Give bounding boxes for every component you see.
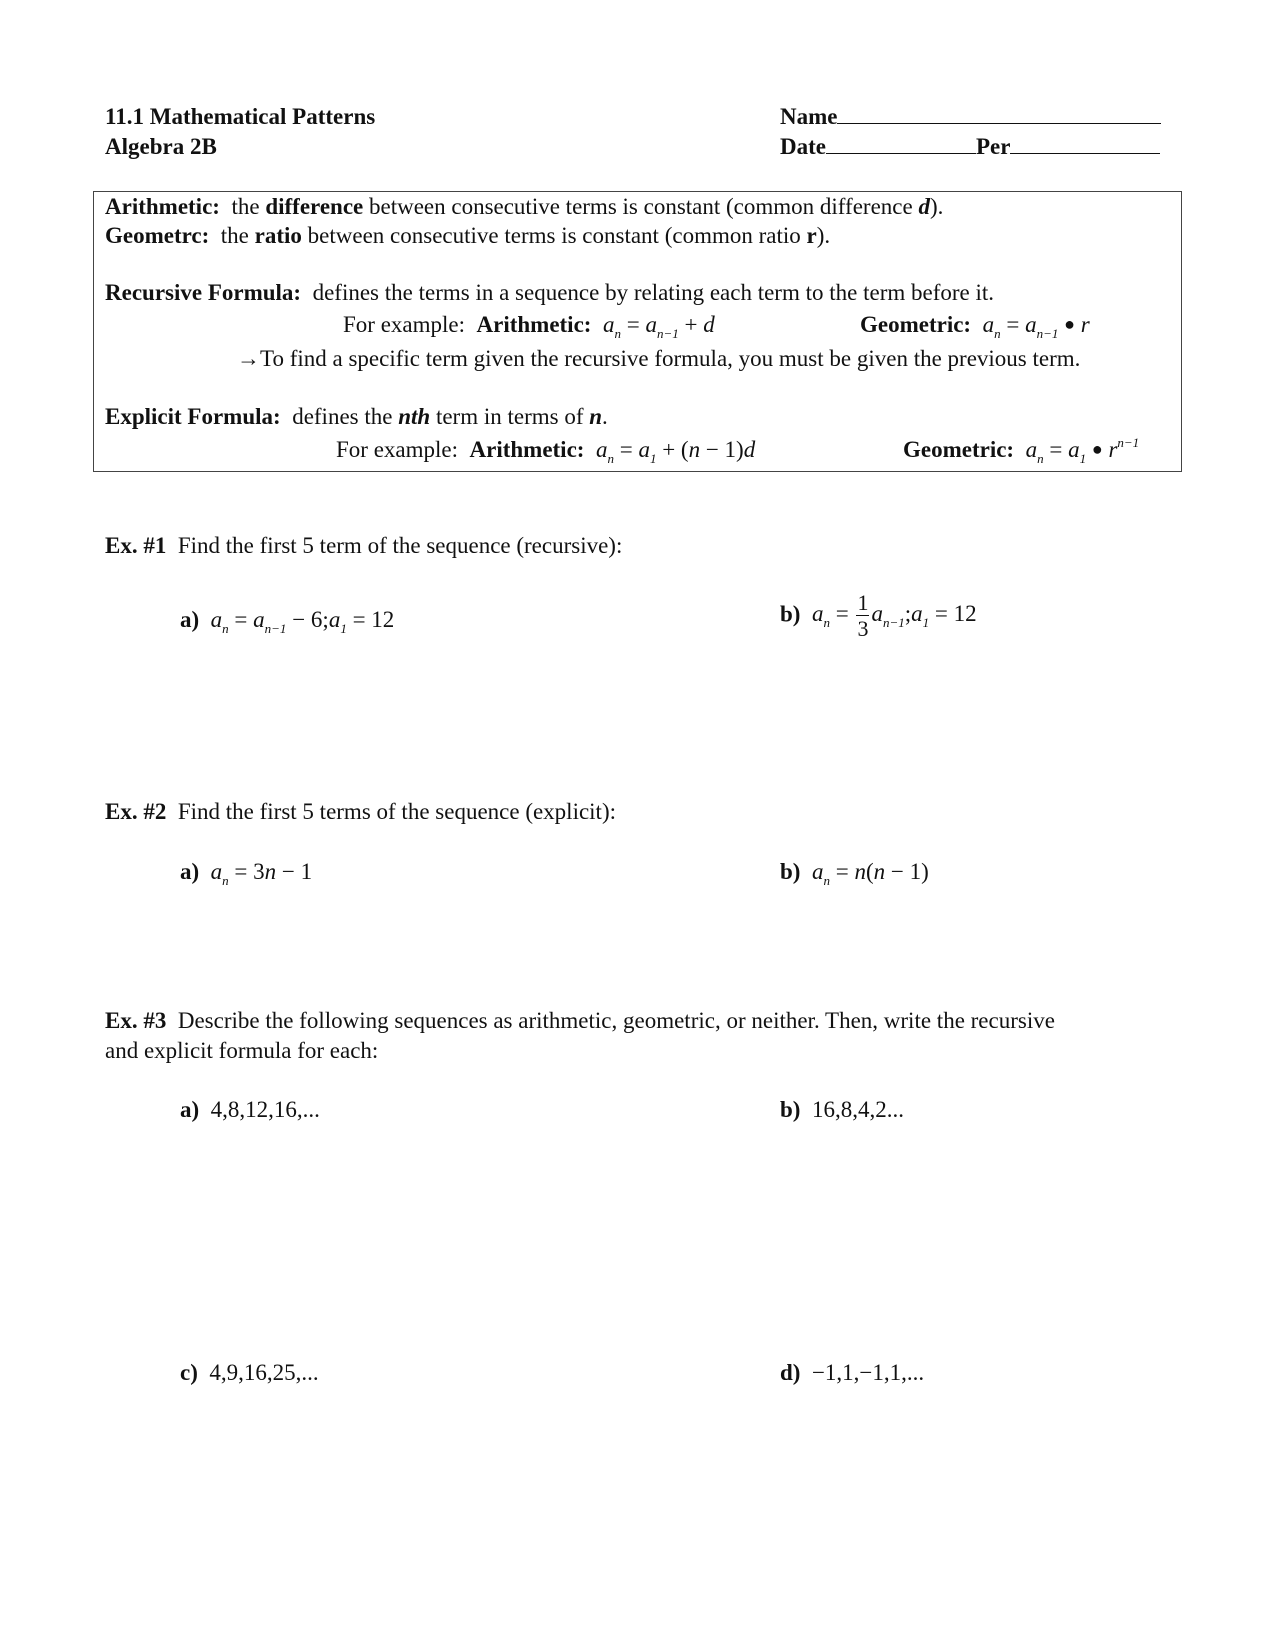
exercise-3-heading: Ex. #3 Describe the following sequences as arithmetic, geometric, or neither. Then, write the recursive — [105, 1008, 1055, 1033]
date-per-field[interactable] — [780, 134, 1160, 160]
exercise-1b-formula: $a_n$ = $\frac{1}{3}$ $a_{n-1};a_1 = 12$ — [811, 590, 977, 641]
exercise-3-heading-cont: and explicit formula for each: — [105, 1038, 379, 1063]
arithmetic-definition: Arithmetic: the difference between consecutive terms is constant (common difference d). — [105, 194, 944, 219]
recursive-geo-formula: $a_n = a_{n-1}$ ● r — [982, 312, 1090, 341]
worksheet-title: 11.1 Mathematical Patterns — [105, 104, 376, 129]
exercise-1-heading: Ex. #1 Find the first 5 term of the sequence (recursive): — [105, 533, 623, 558]
course-name: Algebra 2B — [105, 134, 217, 159]
explicit-geo-example: Geometric: $a_n = a_1$ ● $r^{n-1}$ — [903, 435, 1140, 466]
geometric-definition: Geometrc: the ratio between consecutive terms is constant (common ratio r). — [105, 223, 831, 248]
exercise-3b-sequence: 16,8,4,2... — [811, 1097, 904, 1122]
explicit-arith-formula: $a_n = a_1 + (n - 1)d$ — [595, 437, 756, 466]
exercise-3d: d) −1,1,−1,1,... — [780, 1360, 925, 1385]
exercise-2b: b) $a_n = n(n - 1)$ — [780, 859, 929, 888]
recursive-geo-example: Geometric: $a_n = a_{n-1}$ ● r — [860, 312, 1090, 341]
recursive-arith-formula: $a_n = a_{n-1} + d$ — [602, 312, 715, 341]
exercise-3a: a) 4,8,12,16,... — [180, 1097, 320, 1122]
name-blank[interactable] — [837, 105, 1161, 124]
exercise-3c-sequence: 4,9,16,25,... — [209, 1360, 319, 1385]
exercise-3b: b) 16,8,4,2... — [780, 1097, 904, 1122]
recursive-example: For example: Arithmetic: $a_n = a_{n-1} + d$ — [343, 312, 715, 341]
name-label: Name — [780, 104, 838, 129]
exercise-2a-formula: $a_n = 3n - 1$ — [210, 859, 313, 888]
recursive-definition: Recursive Formula: defines the terms in a sequence by relating each term to the term before it. — [105, 280, 995, 305]
date-blank[interactable] — [826, 135, 976, 154]
per-label: Per — [975, 134, 1011, 159]
exercise-1a: a) $a_n = a_{n-1}$ − $6;a_1 = 12$ — [180, 607, 395, 636]
date-label: Date — [780, 134, 826, 159]
per-blank[interactable] — [1010, 135, 1160, 154]
exercise-2a: a) $a_n = 3n - 1$ — [180, 859, 313, 888]
exercise-2b-formula: $a_n = n(n - 1)$ — [811, 859, 929, 888]
exercise-3c: c) 4,9,16,25,... — [180, 1360, 319, 1385]
explicit-definition: Explicit Formula: defines the nth term in terms of n. — [105, 404, 608, 429]
exercise-1b: b) $a_n$ = $\frac{1}{3}$ $a_{n-1};a_1 = 12$ — [780, 590, 977, 641]
explicit-geo-formula: $a_n = a_1$ ● $r^{n-1}$ — [1025, 435, 1140, 466]
exercise-2-heading: Ex. #2 Find the first 5 terms of the sequence (explicit): — [105, 799, 617, 824]
exercise-3a-sequence: 4,8,12,16,... — [210, 1097, 320, 1122]
recursive-note: →To find a specific term given the recursive formula, you must be given the previous term. — [237, 346, 1081, 371]
exercise-1a-formula: $a_n = a_{n-1}$ − $6;a_1 = 12$ — [210, 607, 395, 636]
explicit-example: For example: Arithmetic: $a_n = a_1 + (n - 1)d$ — [336, 437, 756, 466]
name-field[interactable] — [780, 104, 1161, 130]
exercise-3d-sequence: −1,1,−1,1,... — [811, 1360, 925, 1385]
